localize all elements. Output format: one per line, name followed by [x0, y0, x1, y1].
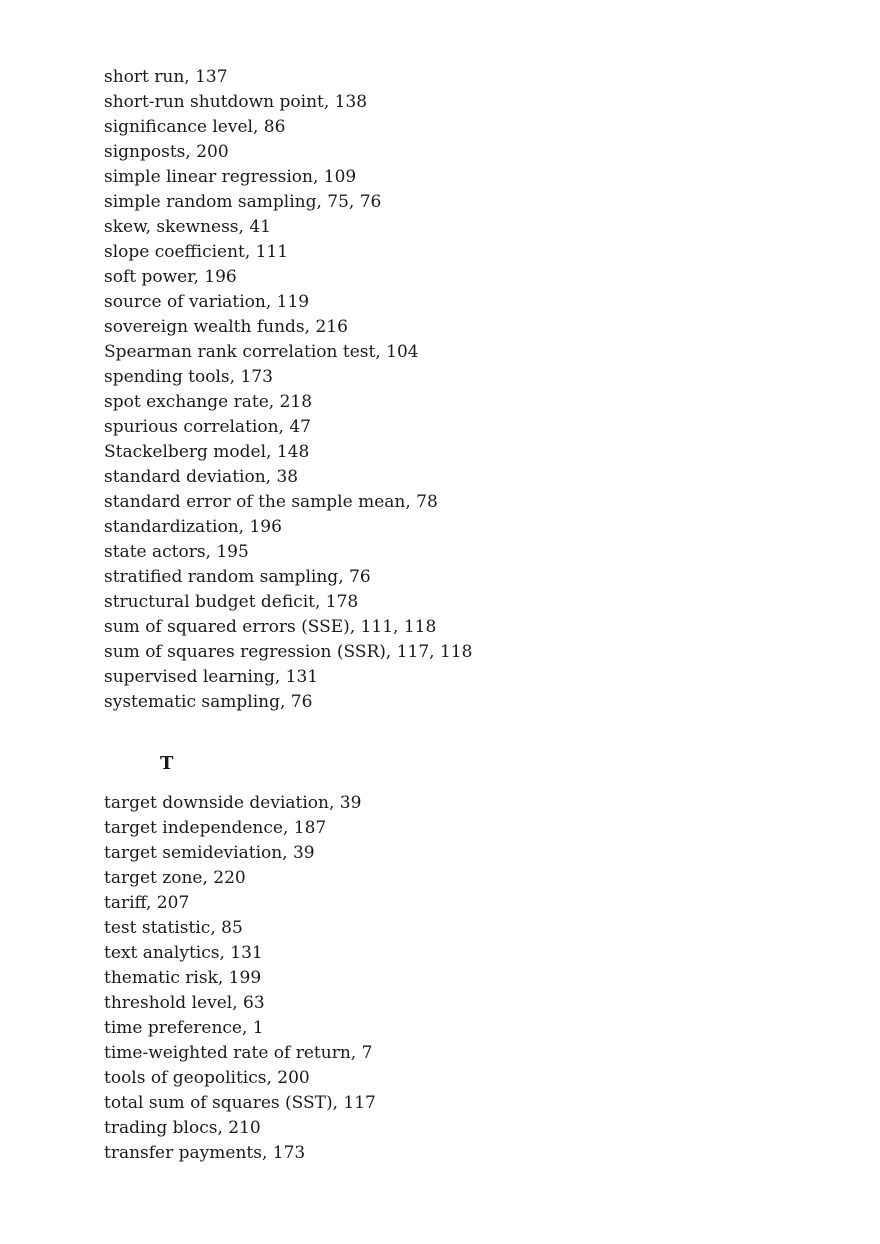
index-entry: source of variation, 119: [104, 292, 310, 312]
index-entry: trading blocs, 210: [104, 1118, 261, 1138]
index-entry: simple linear regression, 109: [104, 167, 357, 187]
index-entry: simple random sampling, 75, 76: [104, 192, 382, 212]
index-entry: short-run shutdown point, 138: [104, 92, 368, 112]
index-entry: Spearman rank correlation test, 104: [104, 342, 419, 362]
index-entry: signposts, 200: [104, 142, 229, 162]
index-entry: threshold level, 63: [104, 993, 265, 1013]
index-entry: soft power, 196: [104, 267, 237, 287]
index-section-t: [104, 791, 824, 1166]
index-entry: standard deviation, 38: [104, 467, 299, 487]
index-entry: structural budget deficit, 178: [104, 592, 359, 612]
index-entry: systematic sampling, 76: [104, 692, 313, 712]
index-entry: text analytics, 131: [104, 943, 263, 963]
index-entry: sum of squared errors (SSE), 111, 118: [104, 617, 437, 637]
index-page: [104, 65, 824, 1166]
index-entry: standardization, 196: [104, 517, 282, 537]
index-entry: Stackelberg model, 148: [104, 442, 310, 462]
index-entry: sum of squares regression (SSR), 117, 118: [104, 642, 473, 662]
index-entry: supervised learning, 131: [104, 667, 319, 687]
index-entry: spurious correlation, 47: [104, 417, 311, 437]
index-entry: thematic risk, 199: [104, 968, 262, 988]
index-entry: stratified random sampling, 76: [104, 567, 371, 587]
index-entry: spending tools, 173: [104, 367, 273, 387]
index-section-s: [104, 65, 824, 715]
section-heading-t: T: [160, 753, 174, 774]
index-entry: spot exchange rate, 218: [104, 392, 313, 412]
index-entry: target semideviation, 39: [104, 843, 315, 863]
index-entry: target zone, 220: [104, 868, 246, 888]
index-entry: target downside deviation, 39: [104, 793, 362, 813]
index-entry: standard error of the sample mean, 78: [104, 492, 438, 512]
index-entry: skew, skewness, 41: [104, 217, 271, 237]
index-entry: total sum of squares (SST), 117: [104, 1093, 376, 1113]
index-entry: tools of geopolitics, 200: [104, 1068, 310, 1088]
index-entry: time preference, 1: [104, 1018, 264, 1038]
index-entry: slope coefficient, 111: [104, 242, 289, 262]
index-entry: target independence, 187: [104, 818, 327, 838]
index-entry: significance level, 86: [104, 117, 286, 137]
index-entry: state actors, 195: [104, 542, 249, 562]
index-entry: time-weighted rate of return, 7: [104, 1043, 373, 1063]
index-entry: transfer payments, 173: [104, 1143, 306, 1163]
index-entry: tariff, 207: [104, 893, 190, 913]
index-entry: short run, 137: [104, 67, 228, 87]
index-entry: test statistic, 85: [104, 918, 243, 938]
index-entry: sovereign wealth funds, 216: [104, 317, 348, 337]
